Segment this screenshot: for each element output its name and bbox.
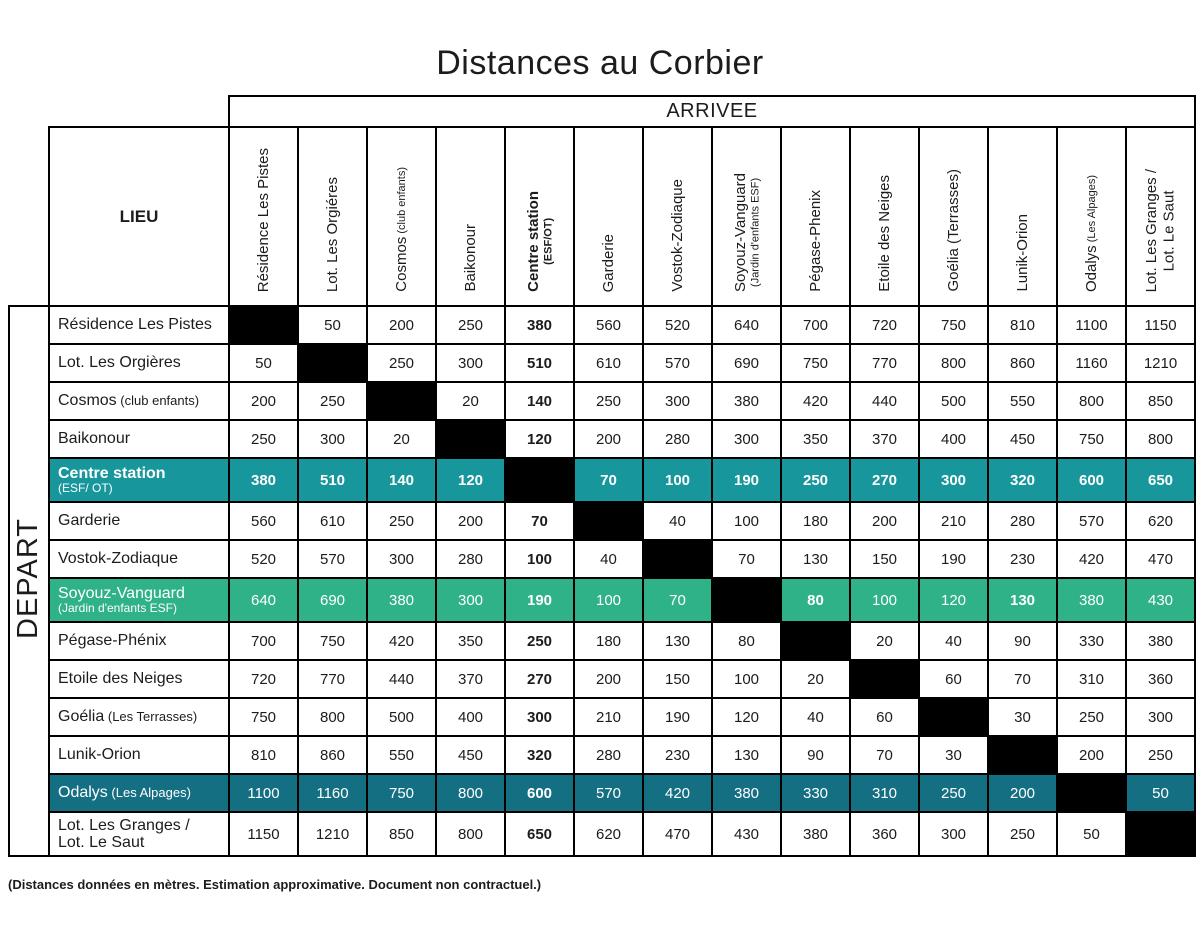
distance-cell: 800 <box>1057 382 1126 420</box>
distance-cell: 80 <box>712 622 781 660</box>
distance-cell: 250 <box>367 344 436 382</box>
distance-cell: 50 <box>298 306 367 344</box>
distance-cell: 620 <box>574 812 643 856</box>
distance-cell: 440 <box>367 660 436 698</box>
col-header-vostok-zodiaque: Vostok-Zodiaque <box>643 127 712 306</box>
distance-cell: 80 <box>781 578 850 622</box>
distance-cell: 330 <box>781 774 850 812</box>
distance-cell: 770 <box>850 344 919 382</box>
distance-cell: 300 <box>436 578 505 622</box>
distance-cell: 420 <box>367 622 436 660</box>
distance-cell: 570 <box>1057 502 1126 540</box>
distance-cell: 510 <box>298 458 367 502</box>
distance-cell: 250 <box>574 382 643 420</box>
row-label-odalys: Odalys (Les Alpages) <box>49 774 229 812</box>
row-label-etoile-des-neiges: Etoile des Neiges <box>49 660 229 698</box>
col-header-garderie: Garderie <box>574 127 643 306</box>
table-row <box>9 698 1195 736</box>
distance-cell: 270 <box>505 660 574 698</box>
distance-cell: 70 <box>988 660 1057 698</box>
distance-cell: 50 <box>229 344 298 382</box>
distance-cell: 320 <box>505 736 574 774</box>
distance-cell: 380 <box>229 458 298 502</box>
arrivee-row <box>9 96 1195 127</box>
diagonal-cell <box>1126 812 1195 856</box>
distance-cell: 60 <box>919 660 988 698</box>
diagonal-cell <box>436 420 505 458</box>
distance-cell: 280 <box>643 420 712 458</box>
distance-cell: 150 <box>850 540 919 578</box>
distance-cell: 200 <box>988 774 1057 812</box>
distance-cell: 50 <box>1126 774 1195 812</box>
distance-cell: 50 <box>1057 812 1126 856</box>
distance-cell: 190 <box>505 578 574 622</box>
distance-cell: 570 <box>574 774 643 812</box>
distance-cell: 470 <box>643 812 712 856</box>
distance-cell: 440 <box>850 382 919 420</box>
distance-cell: 550 <box>367 736 436 774</box>
distance-cell: 20 <box>367 420 436 458</box>
row-label-goelia: Goélia (Les Terrasses) <box>49 698 229 736</box>
distance-cell: 140 <box>367 458 436 502</box>
distance-cell: 210 <box>919 502 988 540</box>
table-row <box>9 812 1195 856</box>
distance-cell: 750 <box>367 774 436 812</box>
distance-cell: 30 <box>919 736 988 774</box>
distance-cell: 190 <box>643 698 712 736</box>
distance-cell: 600 <box>1057 458 1126 502</box>
distance-cell: 850 <box>367 812 436 856</box>
distance-cell: 20 <box>436 382 505 420</box>
distance-cell: 1210 <box>1126 344 1195 382</box>
distance-cell: 610 <box>574 344 643 382</box>
distance-cell: 120 <box>436 458 505 502</box>
distance-cell: 100 <box>712 660 781 698</box>
arrivee-header: ARRIVEE <box>229 96 1195 127</box>
diagonal-cell <box>850 660 919 698</box>
distance-cell: 200 <box>1057 736 1126 774</box>
distance-cell: 230 <box>988 540 1057 578</box>
distance-cell: 700 <box>781 306 850 344</box>
distance-cell: 750 <box>919 306 988 344</box>
distance-cell: 230 <box>643 736 712 774</box>
table-row <box>9 458 1195 502</box>
distance-cell: 380 <box>1057 578 1126 622</box>
distance-cell: 1100 <box>229 774 298 812</box>
distance-cell: 120 <box>505 420 574 458</box>
distance-cell: 130 <box>643 622 712 660</box>
distance-cell: 300 <box>919 458 988 502</box>
col-header-soyouz-vanguard: Soyouz-Vanguard (Jardin d'enfants ESF) <box>712 127 781 306</box>
distance-cell: 250 <box>1057 698 1126 736</box>
col-header-etoile-des-neiges: Etoile des Neiges <box>850 127 919 306</box>
diagonal-cell <box>367 382 436 420</box>
distance-cell: 470 <box>1126 540 1195 578</box>
distance-cell: 70 <box>505 502 574 540</box>
col-header-baikonour: Baikonour <box>436 127 505 306</box>
distance-cell: 1150 <box>229 812 298 856</box>
distance-cell: 430 <box>1126 578 1195 622</box>
depart-header <box>9 306 49 856</box>
distance-cell: 200 <box>367 306 436 344</box>
distance-cell: 60 <box>850 698 919 736</box>
row-label-soyouz-vanguard: Soyouz-Vanguard (Jardin d'enfants ESF) <box>49 578 229 622</box>
distance-cell: 560 <box>574 306 643 344</box>
table-row <box>9 540 1195 578</box>
distance-cell: 100 <box>643 458 712 502</box>
distance-cell: 450 <box>988 420 1057 458</box>
distance-cell: 570 <box>298 540 367 578</box>
distance-cell: 1160 <box>298 774 367 812</box>
page-title: Distances au Corbier <box>436 44 764 82</box>
distance-cell: 300 <box>298 420 367 458</box>
row-label-baikonour: Baikonour <box>49 420 229 458</box>
footnote: (Distances données en mètres. Estimation approximative. Document non contractuel.) <box>8 877 542 892</box>
distance-cell: 600 <box>505 774 574 812</box>
distance-cell: 400 <box>919 420 988 458</box>
diagonal-cell <box>505 458 574 502</box>
distance-cell: 750 <box>298 622 367 660</box>
distance-cell: 810 <box>988 306 1057 344</box>
distance-cell: 100 <box>574 578 643 622</box>
distance-cell: 360 <box>850 812 919 856</box>
distance-cell: 800 <box>436 812 505 856</box>
table-row <box>9 420 1195 458</box>
distance-cell: 190 <box>712 458 781 502</box>
col-header-lot-les-orgieres: Lot. Les Orgiéres <box>298 127 367 306</box>
distance-cell: 280 <box>574 736 643 774</box>
distance-cell: 300 <box>436 344 505 382</box>
distance-cell: 380 <box>367 578 436 622</box>
distance-cell: 380 <box>781 812 850 856</box>
corner-spacer <box>9 127 49 306</box>
distance-cell: 570 <box>643 344 712 382</box>
distance-cell: 40 <box>919 622 988 660</box>
row-label-cosmos: Cosmos (club enfants) <box>49 382 229 420</box>
distance-cell: 270 <box>850 458 919 502</box>
distance-cell: 610 <box>298 502 367 540</box>
distance-cell: 720 <box>850 306 919 344</box>
distance-cell: 40 <box>643 502 712 540</box>
row-label-pegase-phenix: Pégase-Phénix <box>49 622 229 660</box>
distance-cell: 250 <box>298 382 367 420</box>
distance-cell: 690 <box>298 578 367 622</box>
distance-cell: 370 <box>436 660 505 698</box>
distance-cell: 350 <box>436 622 505 660</box>
diagonal-cell <box>1057 774 1126 812</box>
distance-cell: 800 <box>436 774 505 812</box>
distance-cell: 310 <box>850 774 919 812</box>
distance-cell: 250 <box>367 502 436 540</box>
table-row <box>9 578 1195 622</box>
distance-cell: 370 <box>850 420 919 458</box>
distance-cell: 1160 <box>1057 344 1126 382</box>
distance-cell: 860 <box>988 344 1057 382</box>
distance-cell: 210 <box>574 698 643 736</box>
distance-cell: 520 <box>643 306 712 344</box>
distance-cell: 250 <box>781 458 850 502</box>
distance-cell: 300 <box>505 698 574 736</box>
distance-cell: 640 <box>229 578 298 622</box>
distance-cell: 250 <box>919 774 988 812</box>
distance-cell: 500 <box>919 382 988 420</box>
distance-cell: 300 <box>1126 698 1195 736</box>
row-label-residence-les-pistes: Résidence Les Pistes <box>49 306 229 344</box>
row-label-lot-les-orgieres: Lot. Les Orgières <box>49 344 229 382</box>
distance-cell: 1100 <box>1057 306 1126 344</box>
distance-cell: 200 <box>436 502 505 540</box>
distance-cell: 130 <box>988 578 1057 622</box>
row-label-garderie: Garderie <box>49 502 229 540</box>
distance-cell: 20 <box>850 622 919 660</box>
distance-cell: 770 <box>298 660 367 698</box>
distance-cell: 380 <box>712 774 781 812</box>
table-row <box>9 502 1195 540</box>
distance-cell: 350 <box>781 420 850 458</box>
distance-cell: 380 <box>505 306 574 344</box>
row-label-vostok-zodiaque: Vostok-Zodiaque <box>49 540 229 578</box>
diagonal-cell <box>643 540 712 578</box>
table-row <box>9 660 1195 698</box>
column-header-row <box>9 127 1195 306</box>
distance-cell: 120 <box>712 698 781 736</box>
distance-cell: 850 <box>1126 382 1195 420</box>
distance-cell: 300 <box>712 420 781 458</box>
distance-cell: 200 <box>574 660 643 698</box>
distance-cell: 810 <box>229 736 298 774</box>
distance-cell: 330 <box>1057 622 1126 660</box>
distance-cell: 250 <box>1126 736 1195 774</box>
row-label-lunik-orion: Lunik-Orion <box>49 736 229 774</box>
diagonal-cell <box>988 736 1057 774</box>
distance-cell: 420 <box>781 382 850 420</box>
table-row <box>9 344 1195 382</box>
distance-cell: 560 <box>229 502 298 540</box>
distance-cell: 90 <box>781 736 850 774</box>
distance-cell: 200 <box>229 382 298 420</box>
col-header-goelia-terrasses: Goélia (Terrasses) <box>919 127 988 306</box>
distance-cell: 800 <box>1126 420 1195 458</box>
col-header-residence-les-pistes: Résidence Les Pistes <box>229 127 298 306</box>
distance-cell: 250 <box>436 306 505 344</box>
row-label-centre-station: Centre station (ESF/ OT) <box>49 458 229 502</box>
distance-cell: 280 <box>988 502 1057 540</box>
distance-cell: 380 <box>712 382 781 420</box>
lieu-header: LIEU <box>49 127 229 306</box>
distance-cell: 140 <box>505 382 574 420</box>
distance-cell: 300 <box>919 812 988 856</box>
distance-cell: 430 <box>712 812 781 856</box>
distance-cell: 450 <box>436 736 505 774</box>
distance-cell: 70 <box>643 578 712 622</box>
distance-cell: 250 <box>505 622 574 660</box>
distance-cell: 100 <box>505 540 574 578</box>
distance-cell: 250 <box>988 812 1057 856</box>
col-header-lot-les-granges: Lot. Les Granges / Lot. Le Saut <box>1126 127 1195 306</box>
distance-cell: 420 <box>1057 540 1126 578</box>
row-label-lot-les-granges: Lot. Les Granges / Lot. Le Saut <box>49 812 229 856</box>
distance-cell: 550 <box>988 382 1057 420</box>
depart-label: DEPART <box>12 518 45 639</box>
distance-cell: 650 <box>505 812 574 856</box>
distance-cell: 520 <box>229 540 298 578</box>
distance-cell: 30 <box>988 698 1057 736</box>
distance-cell: 400 <box>436 698 505 736</box>
distance-cell: 40 <box>574 540 643 578</box>
distance-cell: 800 <box>919 344 988 382</box>
distance-cell: 750 <box>229 698 298 736</box>
distance-cell: 100 <box>850 578 919 622</box>
distance-cell: 620 <box>1126 502 1195 540</box>
distance-cell: 700 <box>229 622 298 660</box>
distance-cell: 750 <box>1057 420 1126 458</box>
distance-cell: 1150 <box>1126 306 1195 344</box>
distance-cell: 510 <box>505 344 574 382</box>
distance-cell: 360 <box>1126 660 1195 698</box>
table-row <box>9 382 1195 420</box>
distance-cell: 200 <box>850 502 919 540</box>
distance-cell: 70 <box>574 458 643 502</box>
distance-cell: 280 <box>436 540 505 578</box>
distance-cell: 200 <box>574 420 643 458</box>
distance-cell: 90 <box>988 622 1057 660</box>
distance-cell: 690 <box>712 344 781 382</box>
distance-cell: 150 <box>643 660 712 698</box>
corner-spacer <box>9 96 229 127</box>
distance-cell: 300 <box>367 540 436 578</box>
distance-cell: 120 <box>919 578 988 622</box>
distance-cell: 130 <box>712 736 781 774</box>
distance-cell: 70 <box>850 736 919 774</box>
col-header-odalys: Odalys (Les Alpages) <box>1057 127 1126 306</box>
distance-cell: 130 <box>781 540 850 578</box>
diagonal-cell <box>781 622 850 660</box>
diagonal-cell <box>574 502 643 540</box>
distance-cell: 320 <box>988 458 1057 502</box>
distance-cell: 300 <box>643 382 712 420</box>
distance-cell: 720 <box>229 660 298 698</box>
distance-cell: 500 <box>367 698 436 736</box>
table-row <box>9 736 1195 774</box>
diagonal-cell <box>298 344 367 382</box>
table-row <box>9 774 1195 812</box>
diagonal-cell <box>919 698 988 736</box>
distance-cell: 1210 <box>298 812 367 856</box>
distance-cell: 650 <box>1126 458 1195 502</box>
distance-cell: 180 <box>781 502 850 540</box>
distance-cell: 750 <box>781 344 850 382</box>
distance-cell: 180 <box>574 622 643 660</box>
distance-cell: 420 <box>643 774 712 812</box>
diagonal-cell <box>712 578 781 622</box>
distance-cell: 310 <box>1057 660 1126 698</box>
distance-cell: 40 <box>781 698 850 736</box>
distance-cell: 380 <box>1126 622 1195 660</box>
col-header-lunik-orion: Lunik-Orion <box>988 127 1057 306</box>
distance-cell: 100 <box>712 502 781 540</box>
distance-table <box>8 95 1196 857</box>
col-header-centre-station: Centre station (ESF/OT) <box>505 127 574 306</box>
distance-cell: 190 <box>919 540 988 578</box>
col-header-cosmos: Cosmos (club enfants) <box>367 127 436 306</box>
distance-cell: 640 <box>712 306 781 344</box>
distance-cell: 800 <box>298 698 367 736</box>
table-row <box>9 306 1195 344</box>
diagonal-cell <box>229 306 298 344</box>
distance-cell: 70 <box>712 540 781 578</box>
distance-cell: 860 <box>298 736 367 774</box>
distance-cell: 20 <box>781 660 850 698</box>
col-header-pegase-phenix: Pégase-Phenix <box>781 127 850 306</box>
distance-cell: 250 <box>229 420 298 458</box>
table-row <box>9 622 1195 660</box>
